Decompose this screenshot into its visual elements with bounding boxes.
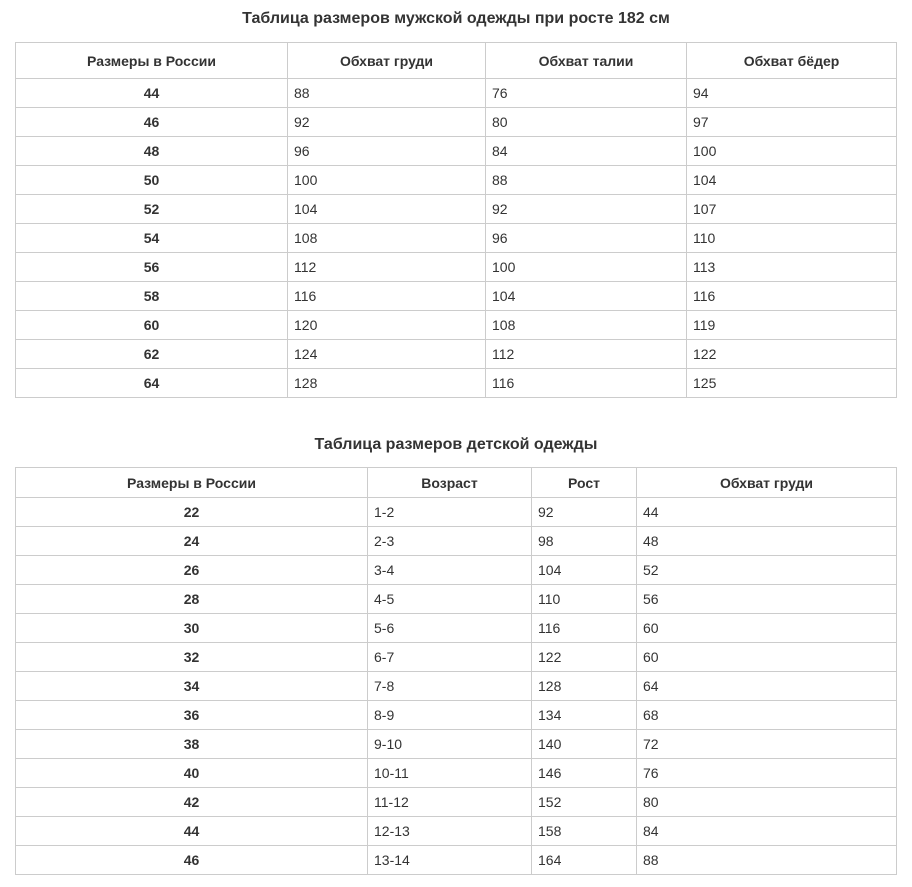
age-cell: 2-3: [368, 527, 532, 556]
age-cell: 3-4: [368, 556, 532, 585]
chest-cell: 128: [288, 369, 486, 398]
waist-cell: 76: [486, 79, 687, 108]
waist-cell: 116: [486, 369, 687, 398]
size-ru-cell: 38: [16, 730, 368, 759]
waist-cell: 104: [486, 282, 687, 311]
chest-cell: 92: [288, 108, 486, 137]
size-ru-cell: 56: [16, 253, 288, 282]
chest-cell: 108: [288, 224, 486, 253]
table-row: [16, 166, 897, 195]
size-ru-cell: 22: [16, 498, 368, 527]
column-header-age: Возраст: [368, 468, 532, 498]
height-cell: 92: [532, 498, 637, 527]
chest-cell: 88: [288, 79, 486, 108]
waist-cell: 88: [486, 166, 687, 195]
column-header-size-ru: Размеры в России: [16, 468, 368, 498]
waist-cell: 96: [486, 224, 687, 253]
waist-cell: 80: [486, 108, 687, 137]
table-row: [16, 108, 897, 137]
chest-cell: 100: [288, 166, 486, 195]
size-ru-cell: 40: [16, 759, 368, 788]
waist-cell: 108: [486, 311, 687, 340]
hips-cell: 125: [687, 369, 897, 398]
table-row: [16, 253, 897, 282]
chest-cell: 104: [288, 195, 486, 224]
chest-cell: 88: [637, 846, 897, 875]
chest-cell: 64: [637, 672, 897, 701]
height-cell: 104: [532, 556, 637, 585]
size-ru-cell: 64: [16, 369, 288, 398]
men-size-table: [15, 42, 897, 398]
waist-cell: 112: [486, 340, 687, 369]
chest-cell: 84: [637, 817, 897, 846]
table-row: [16, 224, 897, 253]
table-row: [16, 79, 897, 108]
chest-cell: 80: [637, 788, 897, 817]
size-ru-cell: 26: [16, 556, 368, 585]
column-header-waist: Обхват талии: [486, 43, 687, 79]
kids-size-table: [15, 467, 897, 875]
height-cell: 98: [532, 527, 637, 556]
table-row: [16, 137, 897, 166]
height-cell: 110: [532, 585, 637, 614]
age-cell: 10-11: [368, 759, 532, 788]
size-ru-cell: 24: [16, 527, 368, 556]
age-cell: 9-10: [368, 730, 532, 759]
column-header-chest: Обхват груди: [288, 43, 486, 79]
age-cell: 4-5: [368, 585, 532, 614]
table-row: [16, 282, 897, 311]
size-ru-cell: 54: [16, 224, 288, 253]
table-row: [16, 759, 897, 788]
chest-cell: 56: [637, 585, 897, 614]
table-row: [16, 730, 897, 759]
age-cell: 6-7: [368, 643, 532, 672]
height-cell: 122: [532, 643, 637, 672]
height-cell: 140: [532, 730, 637, 759]
size-ru-cell: 62: [16, 340, 288, 369]
kids-table-header-row: [16, 468, 897, 498]
age-cell: 13-14: [368, 846, 532, 875]
size-ru-cell: 46: [16, 846, 368, 875]
chest-cell: 60: [637, 643, 897, 672]
chest-cell: 112: [288, 253, 486, 282]
waist-cell: 92: [486, 195, 687, 224]
size-ru-cell: 28: [16, 585, 368, 614]
size-ru-cell: 30: [16, 614, 368, 643]
size-ru-cell: 36: [16, 701, 368, 730]
hips-cell: 116: [687, 282, 897, 311]
hips-cell: 113: [687, 253, 897, 282]
column-header-size-ru: Размеры в России: [16, 43, 288, 79]
size-ru-cell: 60: [16, 311, 288, 340]
chest-cell: 72: [637, 730, 897, 759]
hips-cell: 94: [687, 79, 897, 108]
hips-cell: 119: [687, 311, 897, 340]
chest-cell: 68: [637, 701, 897, 730]
height-cell: 152: [532, 788, 637, 817]
size-ru-cell: 58: [16, 282, 288, 311]
height-cell: 146: [532, 759, 637, 788]
kids-table-body: [16, 498, 897, 875]
age-cell: 5-6: [368, 614, 532, 643]
table-row: [16, 701, 897, 730]
age-cell: 1-2: [368, 498, 532, 527]
size-ru-cell: 32: [16, 643, 368, 672]
height-cell: 164: [532, 846, 637, 875]
table-row: [16, 498, 897, 527]
men-table-header-row: [16, 43, 897, 79]
age-cell: 7-8: [368, 672, 532, 701]
chest-cell: 76: [637, 759, 897, 788]
chest-cell: 52: [637, 556, 897, 585]
size-ru-cell: 52: [16, 195, 288, 224]
table-row: [16, 817, 897, 846]
height-cell: 158: [532, 817, 637, 846]
age-cell: 11-12: [368, 788, 532, 817]
table-row: [16, 614, 897, 643]
chest-cell: 48: [637, 527, 897, 556]
waist-cell: 100: [486, 253, 687, 282]
chest-cell: 124: [288, 340, 486, 369]
size-ru-cell: 44: [16, 817, 368, 846]
chest-cell: 116: [288, 282, 486, 311]
hips-cell: 97: [687, 108, 897, 137]
men-table-body: [16, 79, 897, 398]
hips-cell: 122: [687, 340, 897, 369]
table-row: [16, 340, 897, 369]
column-header-chest: Обхват груди: [637, 468, 897, 498]
waist-cell: 84: [486, 137, 687, 166]
chest-cell: 44: [637, 498, 897, 527]
table-row: [16, 643, 897, 672]
chest-cell: 60: [637, 614, 897, 643]
size-ru-cell: 50: [16, 166, 288, 195]
table-row: [16, 195, 897, 224]
table-row: [16, 311, 897, 340]
size-ru-cell: 48: [16, 137, 288, 166]
age-cell: 8-9: [368, 701, 532, 730]
hips-cell: 110: [687, 224, 897, 253]
height-cell: 128: [532, 672, 637, 701]
table-row: [16, 527, 897, 556]
hips-cell: 107: [687, 195, 897, 224]
height-cell: 116: [532, 614, 637, 643]
size-ru-cell: 34: [16, 672, 368, 701]
table-row: [16, 556, 897, 585]
chest-cell: 96: [288, 137, 486, 166]
table-row: [16, 846, 897, 875]
size-ru-cell: 42: [16, 788, 368, 817]
men-table-title: Таблица размеров мужской одежды при росте 182 см: [242, 10, 670, 27]
height-cell: 134: [532, 701, 637, 730]
column-header-hips: Обхват бёдер: [687, 43, 897, 79]
size-ru-cell: 44: [16, 79, 288, 108]
kids-table-title: Таблица размеров детской одежды: [314, 436, 598, 453]
table-row: [16, 788, 897, 817]
table-row: [16, 585, 897, 614]
column-header-height: Рост: [532, 468, 637, 498]
age-cell: 12-13: [368, 817, 532, 846]
hips-cell: 100: [687, 137, 897, 166]
table-row: [16, 672, 897, 701]
chest-cell: 120: [288, 311, 486, 340]
hips-cell: 104: [687, 166, 897, 195]
table-row: [16, 369, 897, 398]
size-ru-cell: 46: [16, 108, 288, 137]
